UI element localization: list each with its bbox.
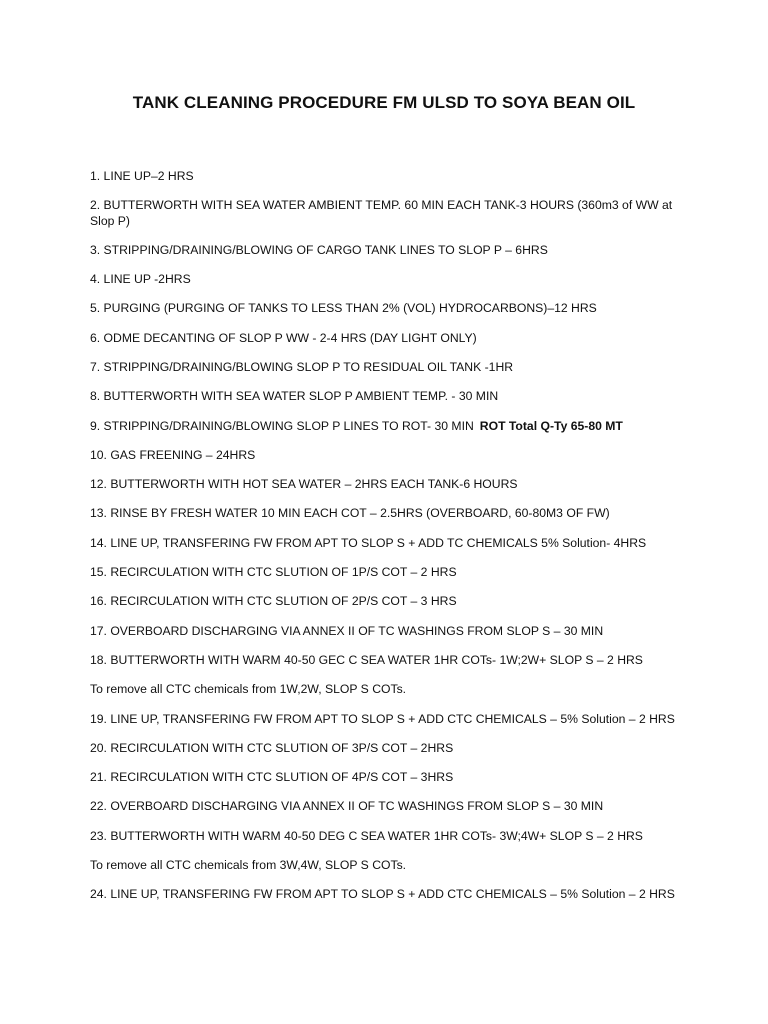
procedure-line-text: 4. LINE UP -2HRS	[90, 272, 191, 287]
procedure-line-text: 17. OVERBOARD DISCHARGING VIA ANNEX II OF TC WASHINGS FROM SLOP S – 30 MIN	[90, 623, 604, 638]
procedure-line	[90, 564, 690, 580]
procedure-line	[90, 388, 690, 404]
procedure-line-text: 3. STRIPPING/DRAINING/BLOWING OF CARGO TANK LINES TO SLOP P – 6HRS	[90, 242, 548, 257]
procedure-line-text: 22. OVERBOARD DISCHARGING VIA ANNEX II OF TC WASHINGS FROM SLOP S – 30 MIN	[90, 799, 604, 814]
procedure-line-text: 19. LINE UP, TRANSFERING FW FROM APT TO SLOP S + ADD CTC CHEMICALS – 5% Solution – 2 HRS	[90, 711, 675, 726]
procedure-line-text: 21. RECIRCULATION WITH CTC SLUTION OF 4P/S COT – 3HRS	[90, 770, 454, 785]
procedure-line-text: 1. LINE UP–2 HRS	[90, 169, 194, 183]
procedure-line	[90, 886, 690, 902]
procedure-line	[90, 418, 690, 434]
procedure-line	[90, 798, 690, 814]
procedure-line-text: To remove all CTC chemicals from 1W,2W, SLOP S COTs.	[90, 682, 407, 697]
procedure-line	[90, 740, 690, 756]
procedure-line	[90, 535, 690, 551]
procedure-line-text: 5. PURGING (PURGING OF TANKS TO LESS THAN 2% (VOL) HYDROCARBONS)–12 HRS	[90, 301, 597, 316]
procedure-line-text: 2. BUTTERWORTH WITH SEA WATER AMBIENT TEMP. 60 MIN EACH TANK-3 HOURS (360m3 of WW at Slop P)	[90, 198, 673, 229]
procedure-line-text: 14. LINE UP, TRANSFERING FW FROM APT TO SLOP S + ADD TC CHEMICALS 5% Solution- 4HRS	[90, 535, 647, 550]
procedure-line-text: 24. LINE UP, TRANSFERING FW FROM APT TO SLOP S + ADD CTC CHEMICALS – 5% Solution – 2 HRS	[90, 887, 675, 902]
procedure-list	[90, 168, 690, 916]
procedure-line-text: 6. ODME DECANTING OF SLOP P WW - 2-4 HRS (DAY LIGHT ONLY)	[90, 330, 477, 345]
procedure-line-text: 13. RINSE BY FRESH WATER 10 MIN EACH COT – 2.5HRS (OVERBOARD, 60-80M3 OF FW)	[90, 506, 610, 521]
procedure-line-text: 8. BUTTERWORTH WITH SEA WATER SLOP P AMBIENT TEMP. - 30 MIN	[90, 389, 499, 404]
procedure-line	[90, 168, 690, 184]
procedure-line-text: 9. STRIPPING/DRAINING/BLOWING SLOP P LINES TO ROT- 30 MIN	[90, 418, 474, 433]
procedure-line	[90, 300, 690, 316]
procedure-line-text: 12. BUTTERWORTH WITH HOT SEA WATER – 2HRS EACH TANK-6 HOURS	[90, 477, 518, 492]
procedure-line-text: 18. BUTTERWORTH WITH WARM 40-50 GEC C SEA WATER 1HR COTs- 1W;2W+ SLOP S – 2 HRS	[90, 652, 643, 667]
procedure-line	[90, 681, 690, 697]
procedure-line-text: To remove all CTC chemicals from 3W,4W, SLOP S COTs.	[90, 858, 407, 873]
procedure-line	[90, 197, 690, 229]
procedure-line-note: ROT Total Q-Ty 65-80 MT	[479, 418, 623, 433]
document-title: TANK CLEANING PROCEDURE FM ULSD TO SOYA BEAN OIL	[132, 93, 636, 112]
procedure-line	[90, 330, 690, 346]
procedure-line-text: 23. BUTTERWORTH WITH WARM 40-50 DEG C SEA WATER 1HR COTs- 3W;4W+ SLOP S – 2 HRS	[90, 828, 643, 843]
procedure-line-text: 7. STRIPPING/DRAINING/BLOWING SLOP P TO RESIDUAL OIL TANK -1HR	[90, 359, 514, 374]
procedure-line-text: 10. GAS FREENING – 24HRS	[90, 447, 256, 462]
procedure-line	[90, 359, 690, 375]
procedure-line	[90, 505, 690, 521]
procedure-line	[90, 242, 690, 258]
procedure-line	[90, 828, 690, 844]
procedure-line	[90, 447, 690, 463]
procedure-line	[90, 593, 690, 609]
procedure-line-text: 15. RECIRCULATION WITH CTC SLUTION OF 1P/S COT – 2 HRS	[90, 565, 457, 580]
procedure-line	[90, 476, 690, 492]
procedure-line	[90, 769, 690, 785]
procedure-line	[90, 271, 690, 287]
procedure-line	[90, 652, 690, 668]
procedure-line-text: 16. RECIRCULATION WITH CTC SLUTION OF 2P/S COT – 3 HRS	[90, 594, 457, 609]
procedure-line-text: 20. RECIRCULATION WITH CTC SLUTION OF 3P/S COT – 2HRS	[90, 740, 454, 755]
procedure-line	[90, 623, 690, 639]
procedure-line	[90, 711, 690, 727]
procedure-line	[90, 857, 690, 873]
